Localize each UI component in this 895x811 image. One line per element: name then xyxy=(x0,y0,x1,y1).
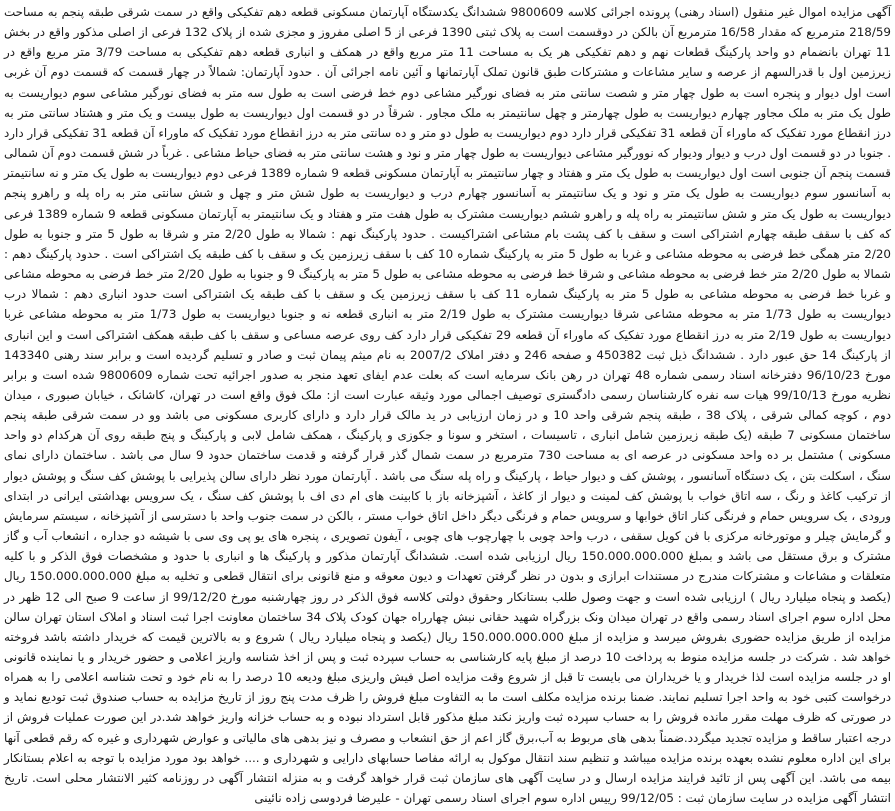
auction-notice-text: آگهی مزایده اموال غیر منقول (اسناد رهنی) پرونده اجرائی کلاسه 9800609 ششدانگ یکدستگاه آپارتمان مسکونی قطعه دهم تفکیکی واقع در سمت شرقی طبقه پنجم به مساحت 218/59 مترمربع که مقدار 16/58 مترمربع آن بالکن در دوقسمت است به پلاک ثبتی 1390 فرعی از 5 اصلی مفروز و مجزی شده از پلاک 132 فرعی از اصلی مذکور واقع در بخش 11 تهران بانضمام دو واحد پارکینگ قطعات نهم و دهم تفکیکی هر یک به مساحت 11 متر مربع واقع در همکف و انباری قطعه دهم تفکیکی به مساحت 3/79 متر مربع واقع در زیرزمین اول با قدرالسهم از عرصه و سایر مشاعات و مشترکات طبق قانون تملک آپارتمانها و آئین نامه اجرائی آن . حدود آپارتمان: شمالاً در چهار قسمت که قسمت دوم آن غربی است اول دیوار و پنجره است به طول چهار متر و شصت سانتی متر به فضای نورگیر مشاعی دوم خط فرضی است به طول سه متر به فضای نورگیر مشاعی سوم دیواریست به طول یک متر به ملک مجاور چهارم دیواریست به طول چهارمتر و چهل سانتیمتر به ملک مجاور . شرقاً در دو قسمت اول دیواریست به طول بیست و یک متر و هشتاد سانتی متر به درز انقطاع مورد تفکیک که ماوراء آن قطعه 31 تفکیکی قرار دارد دوم دیواریست به طول دو متر و ده سانتی متر به درز انقطاع مورد تفکیک که ماوراء آن قطعه 31 تفکیکی قرار دارد . جنوبا در دو قسمت اول درب و دیوار ودیوار که نوورگیر مشاعی دیواریست به طول چهار متر و نود و هشت سانتی متر به فضای حیاط مشاعی . غرباً در شش قسمت دوم آن شمالی قسمت پنجم آن جنوبی است اول دیواریست به طول یک متر و هفتاد و چهار سانتیمتر به آپارتمان مسکونی قطعه 9 شماره 1389 فرعی دوم دیواریست به طول یک متر و نه سانتیمتر به آسانسور سوم دیواریست به طول یک متر و نود و یک سانتیمتر به آسانسور چهارم درب و دیواریست به طول شش متر و چهل و شش سانتی متر به راه پله و راهرو پنجم دیواریست به طول یک متر و شش سانتیمتر به راه پله و راهرو ششم دیواریست مشترک به طول هفت متر و هفتاد و یک سانتیمتر به آپارتمان مسکونی قطعه 9 شماره 1389 فرعی که کف با سقف طبقه چهارم اشتراکی است و سقف با کف پشت بام مشاعی اشتراکیست . حدود پارکینگ نهم : شمالا به طول 2/20 متر و شرقا به طول 5 متر و جنوبا به طول 2/20 متر همگی خط فرضی به محوطه مشاعی و غربا به طول 5 متر به پارکینگ شماره 10 کف با سقف زیرزمین یک و سقف با کف طبقه یک اشتراکی است . حدود پارکینگ دهم : شمالا به طول 2/20 متر خط فرضی به محوطه مشاعی و شرقا خط فرضی به محوطه مشاعی به طول 5 متر به پارکینگ 9 و جنوبا به طول 2/20 متر خط فرضی به محوطه مشاعی و غربا خط فرضی به محوطه مشاعی به طول 5 متر به پارکینگ شماره 11 کف با سقف زیرزمین یک و سقف با کف طبقه یک اشتراکی است حدود انباری دهم : شمالا درب دیواریست به طول 1/73 متر به محوطه مشاعی شرقا دیواریست مشترک به طول 2/19 متر به انباری قطعه نه و جنوبا دیواریست به طول 1/73 متر به محوطه مشاعی غربا دیواریست به طول 2/19 متر به درز انقطاع مورد تفکیک که ماوراء آن قطعه 29 تفکیکی قرار دارد کف روی عرصه مساعی و سقف با کف طبقه همکف اشتراکی است و این انباری از پارکینگ 14 حق عبور دارد . ششدانگ ذیل ثبت 450382 و صفحه 246 و دفتر املاک 2007/2 به نام میثم پیمان ثبت و صادر و تسلیم گردیده است و برابر سند رهنی 143340 مورخ 96/10/23 دفترخانه اسناد رسمی شماره 48 تهران در رهن بانک سرمایه است که بعلت عدم ایفای تعهد منجر به صدور اجرائیه تحت شماره 9800609 شده است و برابر نظریه مورخ 99/10/13 هیات سه نفره کارشناسان رسمی دادگستری توصیف اجمالی مورد وثیقه عبارت است از: ملک فوق واقع است در تهران، کاشانک ، خیابان صبوری ، میدان دوم ، کوچه کمالی شرقی ، پلاک 38 ، طبقه پنجم شرقی واحد 10 و در زمان ارزیابی در ید مالک قرار دارد و دارای کاربری مسکونی می باشد وو در سمت شرقی طبقه پنجم ساختمان مسکونی 7 طبقه (یک طبقه زیرزمین شامل انباری ، تاسیسات ، استخر و سونا و جکوزی و پارکینگ ، همکف شامل لابی و پارکینگ و پنج طبقه روی آن هرکدام دو واحد مسکونی ) مشتمل بر ده واحد مسکونی در عرصه ای به مساحت 730 مترمربع در سمت شمال گذر قرار گرفته و قدمت ساختمان حدود 9 سال می باشد . ساختمان دارای نمای سنگ ، اسکلت بتن ، یک دستگاه آسانسور ، پوشش کف و دیوار حیاط ، پارکینگ و راه پله سنگ می باشد . آپارتمان مورد نظر دارای سالن پذیرایی با پوشش کف سنگ و پوشش دیوار از ترکیب کاغذ و رنگ ، سه اتاق خواب با پوشش کف لمینت و دیوار از کاغذ ، آشپزخانه باز با کابینت های ام دی اف با پوشش کف سنگ ، یک سرویس بهداشتی ایرانی در ابتدای ورودی ، یک سرویس حمام و فرنگی کنار اتاق خوابها و سرویس حمام و فرنگی دیگر داخل اتاق خواب مستر ، بالکن در سمت جنوب واحد با دسترسی از آشپزخانه ، سیستم سرمایش و گرمایش چیلر و موتورخانه مرکزی با فن کویل سقفی ، درب واحد چوبی با چهارچوب های چوبی ، آیفون تصویری ، پنجره های یو پی وی سی با شیشه دو جداره ، انشعاب آب و گاز مشترک و برق مستقل می باشد و بمبلغ 150.000.000.000 ریال ارزیابی شده است. ششدانگ آپارتمان مذکور و پارکینگ ها و انباری با حدود و مشخصات فوق الذکر و با کلیه متعلقات و مشاعات و مشترکات مندرج در مستندات ابرازی و بدون در نظر گرفتن تعهدات و دیون معوقه و منع قانونی برای انتقال قطعی و تخلیه به مبلغ 150.000.000.000 ریال (یکصد و پنجاه میلیارد ریال ) ارزیابی شده است و جهت وصول طلب بستانکار وحقوق دولتی کلاسه فوق الذکر در روز چهارشنبه مورخ 99/12/20 از ساعت 9 صبح الی 12 ظهر در محل اداره سوم اجرای اسناد رسمی واقع در تهران میدان ونک بزرگراه شهید حقانی نبش چهارراه جهان کودک پلاک 34 ساختمان معاونت اجرا ثبت اسناد و املاک استان تهران سالن مزایده از طریق مزایده حضوری بفروش میرسد و مزایده از مبلغ 150.000.000.000 ریال (یکصد و پنجاه میلیارد ریال ) شروع و به بالاترین قیمت که خریدار داشته باشد فروخته خواهد شد . شرکت در جلسه مزایده منوط به پرداخت 10 درصد از مبلغ پایه کارشناسی به حساب سپرده ثبت و پس از اخذ شناسه واریز اعلامی و حضور خریدار و یا نماینده قانونی او در جلسه مزایده است لذا خریدار و یا خریداران می بایست تا قبل از شروع وقت مزایده اصل فیش واریزی مبلغ ودیعه 10 درصد را به نام خود و تحت شناسه اعلامی را به همراه درخواست کتبی خود به واحد اجرا تسلیم نمایند. ضمنا برنده مزایده مکلف است ما به التفاوت مبلغ فروش را ظرف مدت پنج روز از تاریخ مزایده به حساب صندوق ثبت تودیع نماید و در صورتی که ظرف مهلت مقرر مانده فروش را به حساب سپرده ثبت واریز نکند مبلغ مذکور قابل استرداد نبوده و به حساب خزانه واریز خواهد شد.در این صورت عملیات فروش از درجه اعتبار ساقط و مزایده تجدید میگردد.ضمناً بدهی های مربوط به آب،برق گاز اعم از حق انشعاب و مصرف و نیز بدهی های مالیاتی و عوارض شهرداری و غیره که رقم قطعی آنها برای این اداره معلوم نشده بعهده برنده مزایده میباشد و تنظیم سند انتقال موکول به ارائه مفاصا حسابهای دارایی و شهرداری و .... خواهد بود مورد مزایده با توجه به اعلام بستانکار بیمه می باشد. این آگهی پس از تائید فرایند مزایده ارسال و در سایت آگهی های سازمان ثبت قرار خواهد گرفت و به منزله انتشار آگهی در روزنامه کثیر الانتشار محلی است. تاریخ انتشار آگهی مزایده در سایت سازمان ثبت : 99/12/05 رییس اداره سوم اجرای اسناد رسمی تهران - علیرضا فردوسی زاده نائینی xyxy=(4,5,892,806)
